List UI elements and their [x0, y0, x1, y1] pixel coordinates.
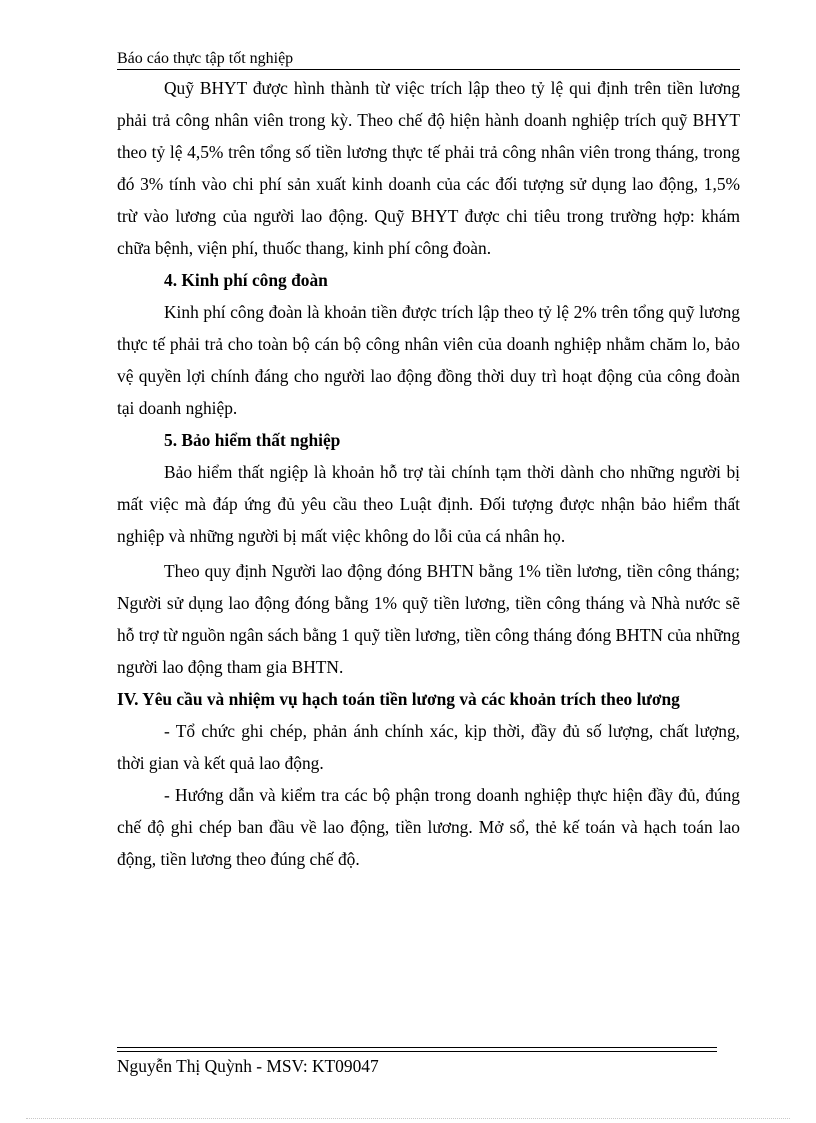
paragraph-bhyt: Quỹ BHYT được hình thành từ việc trích lập theo tỷ lệ qui định trên tiền lương phải trả công nhân viên trong kỳ. Theo chế độ hiện hành doanh nghiệp trích quỹ BHYT theo tỷ lệ 4,5% trên tổng số tiền lương thực tế phải trả công nhân viên trong tháng, trong đó 3% tính vào chi phí sản xuất kinh doanh của các đối tượng sử dụng lao động, 1,5% trừ vào lương của người lao động. Quỹ BHYT được chi tiêu trong trường hợp: khám chữa bệnh, viện phí, thuốc thang, kinh phí công đoàn. — [117, 78, 740, 258]
footer-author: Nguyễn Thị Quỳnh - MSV: KT09047 — [117, 1056, 379, 1076]
paragraph-bhtn-definition: Bảo hiểm thất ngiệp là khoản hỗ trợ tài chính tạm thời dành cho những người bị mất việc mà đáp ứng đủ yêu cầu theo Luật định. Đối tượng được nhận bảo hiểm thất nghiệp và những người bị mất việc không do lỗi của cá nhân họ. — [117, 462, 740, 546]
heading-section-iv: IV. Yêu cầu và nhiệm vụ hạch toán tiền lương và các khoản trích theo lương — [117, 689, 680, 709]
page-edge-divider — [26, 1118, 790, 1119]
paragraph-task-2: - Hướng dẫn và kiểm tra các bộ phận trong doanh nghiệp thực hiện đầy đủ, đúng chế độ ghi chép ban đầu về lao động, tiền lương. Mở sổ, thẻ kế toán và hạch toán lao động, tiền lương theo đúng chế độ. — [117, 785, 740, 869]
header-title: Báo cáo thực tập tốt nghiệp — [117, 50, 294, 67]
footer-divider — [117, 1047, 717, 1052]
page-footer — [117, 1055, 379, 1077]
paragraph-task-1: - Tổ chức ghi chép, phản ánh chính xác, kịp thời, đầy đủ số lượng, chất lượng, thời gian và kết quả lao động. — [117, 721, 740, 773]
paragraph-kinh-phi-cong-doan: Kinh phí công đoàn là khoản tiền được trích lập theo tỷ lệ 2% trên tổng quỹ lương thực tế phải trả cho toàn bộ cán bộ công nhân viên của doanh nghiệp nhằm chăm lo, bảo vệ quyền lợi chính đáng cho người lao động đồng thời duy trì hoạt động của công đoàn tại doanh nghiệp. — [117, 302, 740, 418]
document-body — [117, 72, 740, 875]
page-header — [117, 49, 740, 70]
paragraph-bhtn-contribution: Theo quy định Người lao động đóng BHTN bằng 1% tiền lương, tiền công tháng; Người sử dụng lao động đóng bằng 1% quỹ tiền lương, tiền công tháng và Nhà nước sẽ hỗ trợ từ nguồn ngân sách bằng 1 quỹ tiền lương, tiền công tháng đóng BHTN của những người lao động tham gia BHTN. — [117, 561, 740, 677]
heading-kinh-phi-cong-doan: 4. Kinh phí công đoàn — [164, 270, 328, 290]
heading-bao-hiem-that-nghiep: 5. Bảo hiểm thất nghiệp — [164, 430, 341, 450]
